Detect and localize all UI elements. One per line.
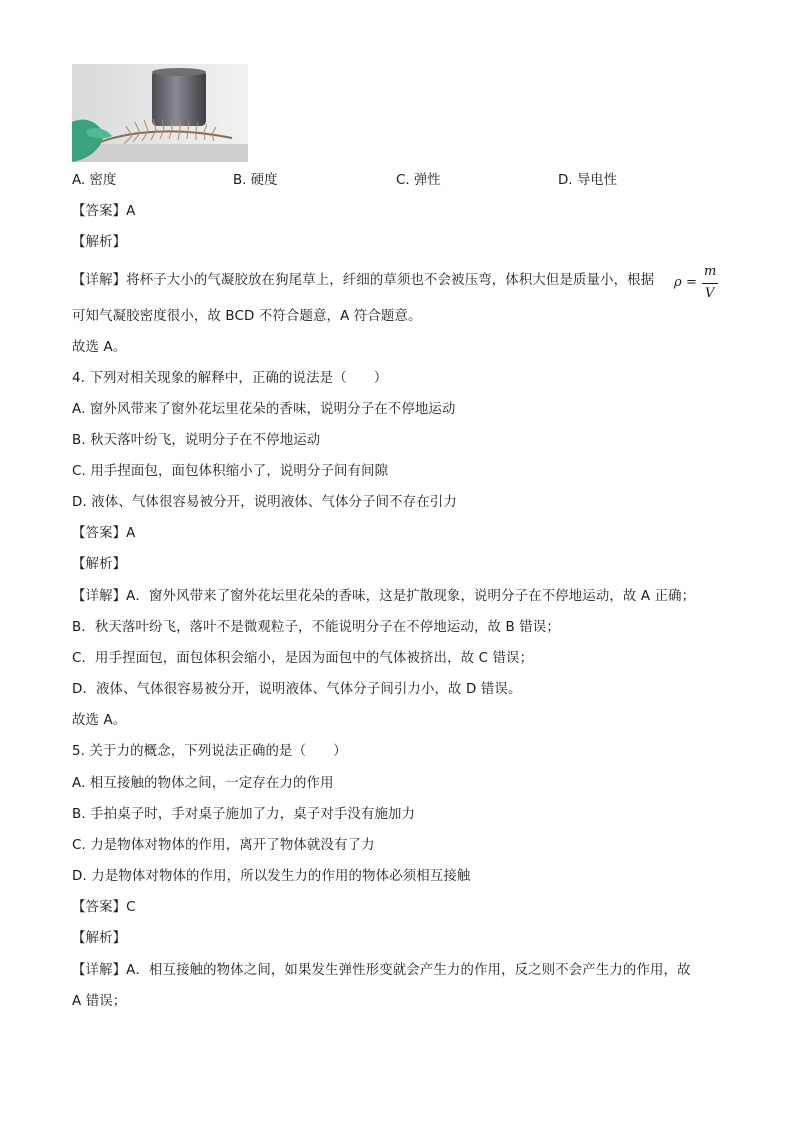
q3-option-b: B. 硬度 [233, 173, 278, 188]
fraction-bar [702, 283, 718, 284]
q3-option-c: C. 弹性 [396, 173, 441, 188]
q3-analysis-heading: 【解析】 [72, 235, 127, 250]
formula-equals: = [686, 275, 697, 290]
q3-option-a: A. 密度 [72, 173, 117, 188]
q5-option-d: D. 力是物体对物体的作用，所以发生力的作用的物体必须相互接触 [72, 869, 471, 884]
formula-numerator: m [704, 264, 717, 279]
formula-rho: ρ [674, 275, 682, 290]
q3-option-d: D. 导电性 [558, 173, 617, 188]
q3-detail-line-1: 【详解】将杯子大小的气凝胶放在狗尾草上，纤细的草须也不会被压弯，体积大但是质量小，根据 [72, 273, 655, 288]
q5-detail-a-line-1: 【详解】A．相互接触的物体之间，如果发生弹性形变就会产生力的作用，反之则不会产生力的作用，故 [72, 963, 691, 978]
aerogel-photo-illustration [72, 64, 248, 162]
q4-stem: 4. 下列对相关现象的解释中，正确的说法是（ ） [72, 371, 388, 386]
q3-answer: 【答案】A [72, 204, 136, 219]
q3-detail-line-2: 可知气凝胶密度很小，故 BCD 不符合题意，A 符合题意。 [72, 309, 422, 324]
q4-conclusion: 故选 A。 [72, 713, 127, 728]
q3-conclusion: 故选 A。 [72, 340, 127, 355]
q5-detail-a-line-2: A 错误； [72, 994, 127, 1009]
aerogel-on-grass-photo [72, 64, 248, 162]
formula-denominator: V [705, 286, 715, 301]
q5-option-c: C. 力是物体对物体的作用，离开了物体就没有了力 [72, 838, 375, 853]
q5-option-b: B. 手拍桌子时，手对桌子施加了力，桌子对手没有施加力 [72, 807, 416, 822]
q4-option-a: A. 窗外风带来了窗外花坛里花朵的香味，说明分子在不停地运动 [72, 402, 456, 417]
q4-detail-b: B．秋天落叶纷飞，落叶不是微观粒子，不能说明分子在不停地运动，故 B 错误； [72, 620, 560, 635]
q4-option-b: B. 秋天落叶纷飞，说明分子在不停地运动 [72, 433, 321, 448]
q5-analysis-heading: 【解析】 [72, 931, 127, 946]
density-formula [674, 264, 720, 304]
q4-option-d: D. 液体、气体很容易被分开，说明液体、气体分子间不存在引力 [72, 495, 457, 510]
q5-answer: 【答案】C [72, 900, 136, 915]
q4-option-c: C. 用手捏面包，面包体积缩小了，说明分子间有间隙 [72, 464, 389, 479]
q5-option-a: A. 相互接触的物体之间，一定存在力的作用 [72, 776, 334, 791]
q4-detail-c: C．用手捏面包，面包体积会缩小，是因为面包中的气体被挤出，故 C 错误； [72, 651, 534, 666]
q4-detail-a: 【详解】A．窗外风带来了窗外花坛里花朵的香味，这是扩散现象，说明分子在不停地运动，故 A 正确； [72, 589, 696, 604]
q4-answer: 【答案】A [72, 526, 136, 541]
q4-analysis-heading: 【解析】 [72, 557, 127, 572]
q4-detail-d: D．液体、气体很容易被分开，说明液体、气体分子间引力小，故 D 错误。 [72, 682, 522, 697]
q5-stem: 5. 关于力的概念，下列说法正确的是（ ） [72, 744, 347, 759]
